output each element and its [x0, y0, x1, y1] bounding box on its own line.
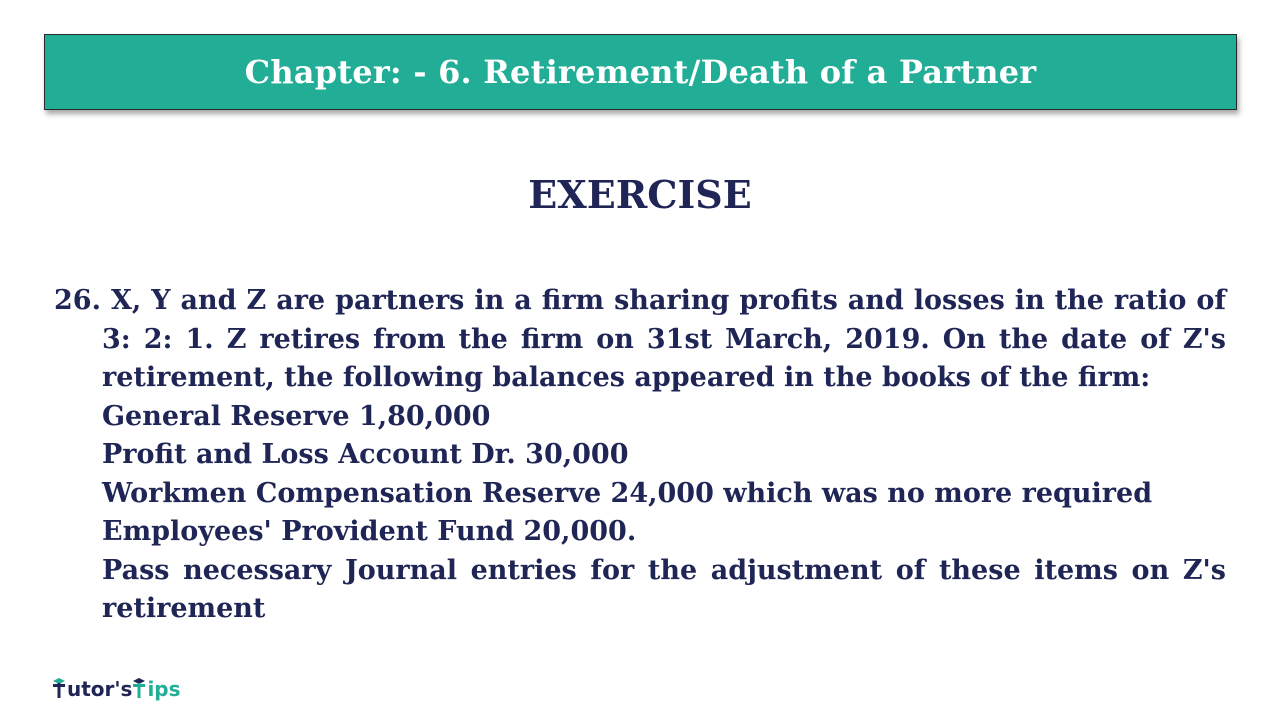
- exercise-heading: EXERCISE: [528, 172, 752, 217]
- balance-item-provident-fund: Employees' Provident Fund 20,000.: [102, 516, 637, 547]
- balance-item-workmen-compensation: Workmen Compensation Reserve 24,000 which was no more required: [102, 477, 1153, 509]
- graduation-cap-t-icon-2: [132, 677, 146, 701]
- tutors-tips-logo: [52, 672, 181, 706]
- question-lead: 26. X, Y and Z are partners in a firm sharing profits and losses in the ratio of 3: 2: 1. Z retires from the firm on 31st March, 2019. On the date of Z's retirement, the following balances appeared in the books of the firm:: [54, 285, 1226, 393]
- chapter-header-banner: [44, 34, 1237, 110]
- logo-text-part1: utor's: [67, 677, 133, 701]
- logo-text-part2: ips: [147, 677, 181, 701]
- balance-item-general-reserve: General Reserve 1,80,000: [102, 400, 491, 432]
- question-instruction: Pass necessary Journal entries for the adjustment of these items on Z's retirement: [102, 554, 1226, 624]
- balance-item-profit-loss: Profit and Loss Account Dr. 30,000: [102, 439, 629, 470]
- question-block: [54, 282, 1226, 629]
- graduation-cap-t-icon: [52, 677, 66, 701]
- chapter-title: Chapter: - 6. Retirement/Death of a Partner: [244, 53, 1037, 91]
